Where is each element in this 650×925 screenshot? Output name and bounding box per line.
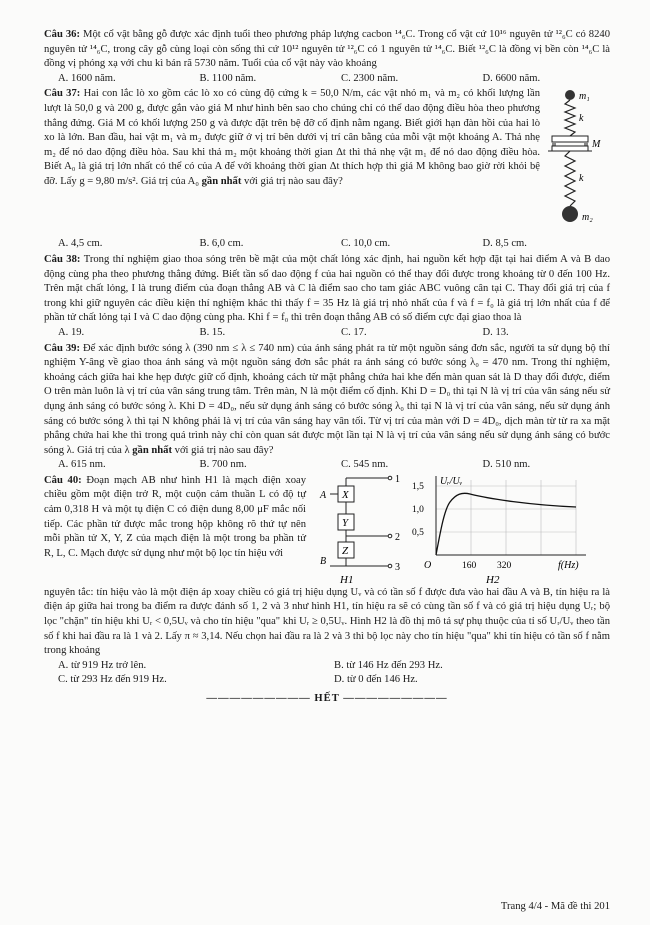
x-tick-160: 160 — [462, 560, 477, 571]
question-36-text: Một cổ vật bằng gỗ được xác định tuổi theo phương pháp lượng cacbon ¹⁴₆C. Trong cổ vật cứ 10¹⁶ nguyên tử ¹²₆C có 8240 nguyên tử ¹⁴₆C, trong cây gỗ cùng loại còn sống thì cứ 10¹² nguyên tử ¹²₆C có 1 nguyên tử ¹⁴₆C. Biết ¹²₆C là đồng vị bền còn ¹⁴₆C là đồng vị phóng xạ với chu kì bán rã 5730 năm. Tuổi của cổ vật này vào khoảng — [44, 29, 610, 70]
question-39-emphasis: gần nhất — [132, 444, 172, 456]
question-39-text: Để xác định bước sóng λ (390 nm ≤ λ ≤ 740 nm) của ánh sáng phát ra từ một nguồn sáng đơn sắc, người ta sử dụng bộ thí nghiệm Y-âng về giao thoa ánh sáng và một nguồn sáng đơn sắc phát ra ánh sáng có bước sóng λ₀ = 470 nm. Trong thí nghiệm, khoảng cách giữa hai khe hẹp được giữ cố định, khoảng cách từ mặt phẳng chứa hai khe đến màn quan sát là D thay đổi được, điểm O trên màn luôn là vị trí của vân sáng trung tâm. Trên màn, N là một điểm cố định. Khi D = D₀ thì tại N là vị trí của vân sáng nếu sử dụng ánh sáng có bước sóng λ. Khi D = 4D₀, nếu sử dụng ánh sáng có bước sóng λ₀ thì tại N là vị trí của vân sáng, nếu sử dụng ánh sáng có bước sóng λ thì tại N không phải là vị trí của vân sáng hay vân tối. Từ vị trí của màn với D = 4D₀, dịch màn từ từ ra xa mặt phẳng chứa hai khe thì trong quá trình này chỉ còn quan sát được một lần tại N là vị trí của vân sáng nếu sử dụng ánh sáng có bước sóng λ. Giá trị của λ — [44, 342, 611, 456]
graph-grid — [436, 480, 576, 555]
option-a: A. 615 nm. — [58, 459, 106, 471]
origin-label: O — [424, 559, 432, 571]
option-b: B. 1100 năm. — [199, 72, 257, 84]
exam-page — [44, 28, 610, 707]
option-c: C. từ 293 Hz đến 919 Hz. — [58, 674, 167, 686]
question-40-text-left: Đoạn mạch AB như hình H1 là mạch điện xoay chiều gồm một điện trở R, một cuộn cảm thuần L có độ tự cảm 0,318 H và một tụ điện C có điện dung 8,00 μF mắc nối tiếp. Các phần tử được mắc trong hộp không rõ thứ tự nên mỗi phần tử X, Y, Z của mạch điện là một trong ba phần tử R, L, C. Mạch được sử dụng như một bộ lọc tín hiệu với — [44, 474, 306, 559]
question-36-options — [44, 72, 610, 87]
page-footer: Trang 4/4 - Mã đề thi 201 — [500, 901, 610, 912]
frame-m-bottom — [552, 146, 588, 151]
question-39-label: Câu 39: — [44, 342, 80, 354]
question-38-text: Trong thí nghiệm giao thoa sóng trên bề mặt của một chất lỏng xác định, hai nguồn kết hợp đặt tại hai điểm A và B dao động cùng pha theo phương thẳng đứng. Biết tần số dao động f của hai nguồn có thể thay đổi được trong khoảng từ 0 đến 100 Hz. Trên mặt chất lỏng, I là trung điểm của đoạn thẳng AB và C là điểm sao cho tam giác ABC vuông cân tại C. Thay đổi giá trị của f trong khi giữ nguyên các điều kiện thí nghiệm khác thì thấy f = 35 Hz là giá trị nhỏ nhất của f và f = f₀ là giá trị lớn nhất của f để phần tử chất lỏng tại I và C dao động cùng pha. Khi f = f₀ thì trên đoạn thẳng AB có số điểm cực đại giao thoa là — [44, 253, 611, 324]
question-39 — [44, 342, 610, 473]
spring-system-figure — [548, 87, 610, 237]
question-37 — [44, 87, 610, 237]
question-40 — [44, 474, 610, 586]
label-m2: m₂ — [582, 212, 593, 224]
node-a: A — [320, 489, 327, 501]
question-38 — [44, 253, 610, 341]
question-37-tail: với giá trị nào sau đây? — [244, 175, 343, 187]
question-38-options — [44, 326, 610, 341]
question-36 — [44, 28, 610, 86]
question-37-label: Câu 37: — [44, 88, 81, 100]
option-c: C. 10,0 cm. — [341, 238, 391, 250]
label-k-upper: k — [579, 113, 584, 125]
label-M: M — [592, 139, 601, 151]
graph-h2 — [410, 474, 606, 586]
svg-text:X: X — [342, 488, 349, 501]
y-tick-05: 0,5 — [412, 527, 424, 538]
option-a: A. 19. — [58, 326, 85, 338]
option-c: C. 2300 năm. — [341, 72, 399, 84]
option-b: B. 15. — [199, 326, 226, 338]
option-a: A. 4,5 cm. — [58, 238, 103, 250]
question-37-emphasis: gần nhất — [201, 175, 242, 187]
upper-spring — [565, 100, 575, 136]
x-tick-320: 320 — [497, 560, 512, 571]
option-c: C. 17. — [341, 326, 367, 338]
option-d: D. 8,5 cm. — [482, 238, 527, 250]
option-d: D. từ 0 đến 146 Hz. — [334, 674, 418, 686]
x-axis-label: f(Hz) — [558, 559, 579, 571]
question-36-label: Câu 36: — [44, 29, 80, 40]
svg-text:Z: Z — [342, 544, 349, 557]
output-2: 2 — [395, 531, 400, 543]
mass-m1-shape — [565, 90, 575, 100]
question-40-label: Câu 40: — [44, 474, 82, 486]
caption-h1: H1 — [340, 573, 354, 586]
output-3: 3 — [395, 561, 400, 573]
caption-h2: H2 — [486, 573, 500, 586]
question-39-options — [44, 458, 610, 473]
question-37-options — [44, 237, 610, 252]
option-c: C. 545 nm. — [341, 459, 389, 471]
label-m1: m₁ — [579, 91, 590, 103]
y-axis-label: Uᵣ/Uᵥ — [440, 475, 463, 487]
option-d: D. 13. — [482, 326, 509, 338]
y-tick-15: 1,5 — [412, 481, 424, 492]
circuit-h1 — [310, 474, 410, 586]
y-tick-10: 1,0 — [412, 504, 424, 515]
option-b: B. 6,0 cm. — [199, 238, 244, 250]
question-40-options — [44, 659, 610, 688]
option-a: A. từ 919 Hz trở lên. — [58, 659, 147, 671]
question-39-tail: với giá trị nào sau đây? — [174, 444, 274, 456]
question-40-text-full: nguyên tắc: tín hiệu vào là một điện áp xoay chiều có giá trị hiệu dụng Uᵥ và có tần số f được đưa vào hai đầu A và B, tín hiệu ra là điện áp giữa hai trong ba điểm ra được đánh số 1, 2 và 3 như hình H1, tín hiệu ra sẽ có cùng tần số f và có giá trị hiệu dụng Uᵣ; bộ lọc "chặn" tín hiệu khi Uᵣ < 0,5Uᵥ và cho tín hiệu "qua" khi Uᵣ ≥ 0,5Uᵥ. Hình H2 là đồ thị mô tả sự phụ thuộc của tỉ số Uᵣ/Uᵥ theo tần số f khi hai đầu ra là 1 và 2. Lấy π ≈ 3,14. Nếu chọn hai đầu ra là 2 và 3 thì bộ lọc này cho tín hiệu "qua" khi tín hiệu có tần số f nằm trong khoảng — [44, 586, 610, 657]
end-marker: ――――――――― HẾT ――――――――― — [206, 693, 448, 705]
option-a: A. 1600 năm. — [58, 72, 116, 84]
option-d: D. 510 nm. — [482, 459, 531, 471]
svg-text:Y: Y — [342, 516, 349, 529]
output-1: 1 — [395, 473, 400, 485]
frame-m-top — [552, 136, 588, 142]
option-b: B. 700 nm. — [199, 459, 247, 471]
question-38-label: Câu 38: — [44, 253, 81, 265]
node-b: B — [320, 555, 327, 567]
option-d: D. 6600 năm. — [482, 72, 541, 84]
mass-m2-shape — [562, 206, 578, 222]
question-37-text: Hai con lắc lò xo gồm các lò xo có cùng độ cứng k = 50,0 N/m, các vật nhỏ m₁ và m₂ có khối lượng lần lượt là 50,0 g và 200 g, được gắn vào giá M như hình bên sao cho chúng chỉ có thể dao động điều hòa theo phương thẳng đứng. Giá M có khối lượng 250 g và được đặt trên bệ đỡ cố định nằm ngang. Biết giới hạn đàn hồi của hai lò xo là lớn. Ban đầu, hai vật m₁ và m₂ được giữ ở vị trí bên dưới vị trí cân bằng của mỗi vật một khoảng A. Thả nhẹ m₂ để nó dao động điều hòa. Sau khi thả m₂ một khoảng thời gian Δt thì thả nhẹ vật m₁ để nó dao động điều hòa. Biết A₀ là giá trị lớn nhất có thể có của A để với khoảng thời gian Δt thích hợp thì giá M không bao giờ rời khỏi bệ đỡ. Lấy g = 9,80 m/s². Giá trị của A₀ — [44, 88, 540, 187]
question-40-figures — [306, 474, 606, 586]
label-k-lower: k — [579, 173, 584, 185]
option-b: B. từ 146 Hz đến 293 Hz. — [334, 659, 443, 671]
lower-spring — [565, 151, 575, 206]
